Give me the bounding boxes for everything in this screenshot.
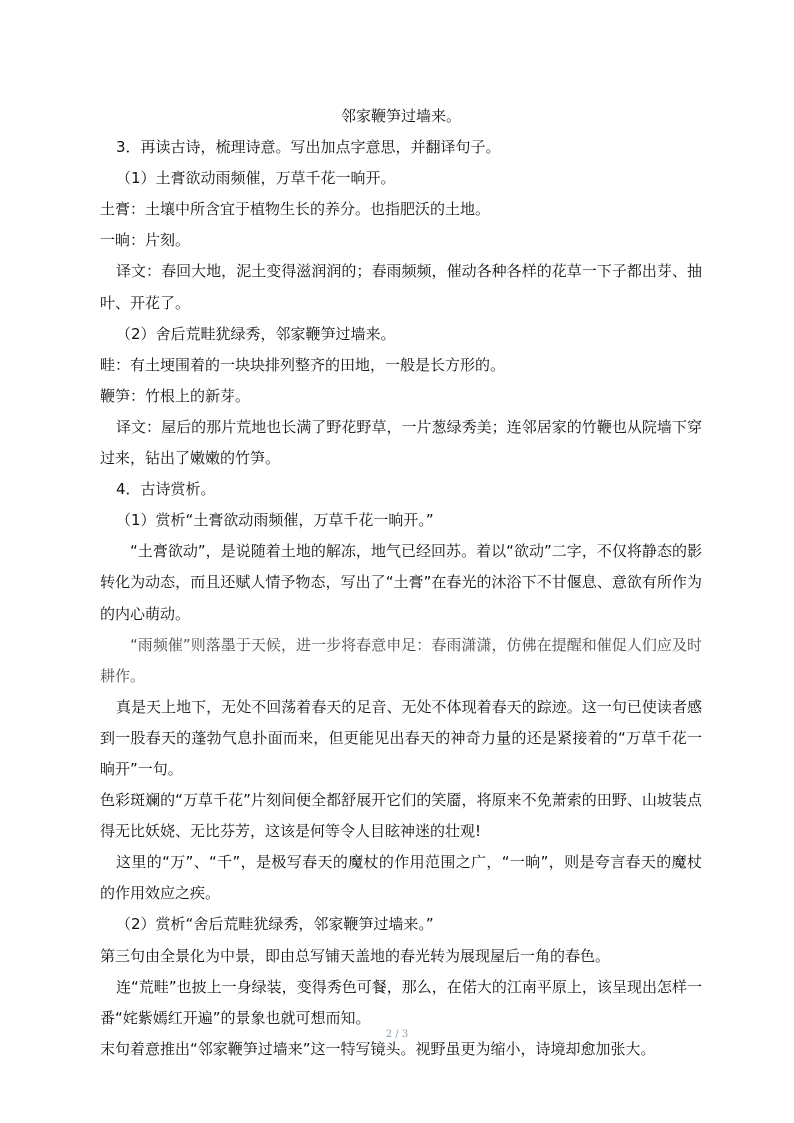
- question-heading: 3．再读古诗，梳理诗意。写出加点字意思，并翻译句子。: [116, 138, 501, 157]
- appreciation-paragraph: 连“荒畦”也披上一身绿装，变得秀色可餐，那么，在偌大的江南平原上，该呈现出怎样一番“姹紫嫣红开遍”的景象也就可想而知。: [100, 977, 702, 1027]
- appreciation-paragraph: 第三句由全景化为中景，即由总写铺天盖地的春光转为展现屋后一角的春色。: [100, 946, 611, 965]
- appreciation-heading-1: （1）赏析“土膏欲动雨频催，万草千花一晌开。”: [116, 511, 434, 530]
- page-number: 2 / 3: [385, 1029, 409, 1040]
- appreciation-paragraph: “土膏欲动”，是说随着土地的解冻，地气已经回苏。着以“欲动”二字，不仅将静态的影转化为动态，而且还赋人情予物态，写出了“土膏”在春光的沐浴下不甘偃息、意欲有所作为的内心萌动。: [100, 542, 702, 623]
- appreciation-paragraph: “雨频催”则落墨于天候，进一步将春意申足：春雨潇潇，仿佛在提醒和催促人们应及时耕作。: [100, 635, 702, 685]
- poem-couplet-2: （2）舍后荒畦犹绿秀，邻家鞭笋过墙来。: [116, 324, 396, 343]
- translation-1: 译文：春回大地，泥土变得滋润润的；春雨频频，催动各种各样的花草一下子都出芽、抽叶、开花了。: [100, 262, 702, 312]
- document-body: [100, 101, 702, 1065]
- definition-tugao: 土膏：土壤中所含宜于植物生长的养分。也指肥沃的土地。: [100, 200, 491, 219]
- appreciation-paragraph: 真是天上地下，无处不回荡着春天的足音、无处不体现着春天的踪迹。这一句已使读者感到一股春天的蓬勃气息扑面而来，但更能见出春天的神奇力量的还是紧接着的“万草千花一晌开”一句。: [100, 697, 702, 778]
- translation-2: 译文：屋后的那片荒地也长满了野花野草，一片葱绿秀美；连邻居家的竹鞭也从院墙下穿过来，钻出了嫩嫩的竹笋。: [100, 417, 702, 468]
- appreciation-paragraph: 末句着意推出“邻家鞭笋过墙来”这一特写镜头。视野虽更为缩小，诗境却愈加张大。: [100, 1039, 656, 1058]
- definition-yishang: 一晌：片刻。: [100, 231, 191, 250]
- appreciation-paragraph: 这里的“万”、“千”，是极写春天的魔杖的作用范围之广，“一晌”，则是夸言春天的魔杖的作用效应之疾。: [100, 853, 702, 903]
- definition-biansun: 鞭笋：竹根上的新芽。: [100, 386, 251, 405]
- question-heading: 4．古诗赏析。: [116, 480, 216, 499]
- appreciation-heading-2: （2）赏析“舍后荒畦犹绿秀，邻家鞭笋过墙来。”: [116, 915, 434, 934]
- definition-qi: 畦：有土埂围着的一块块排列整齐的田地，一般是长方形的。: [100, 355, 506, 374]
- poem-couplet-1: （1）土膏欲动雨频催，万草千花一晌开。: [116, 169, 396, 188]
- appreciation-paragraph: 色彩斑斓的“万草千花”片刻间便全都舒展开它们的笑靥，将原来不免萧索的田野、山坡装点得无比妖娆、无比芬芳，这该是何等令人目眩神迷的壮观!: [100, 791, 702, 841]
- poem-line: 邻家鞭笋过墙来。: [340, 107, 461, 125]
